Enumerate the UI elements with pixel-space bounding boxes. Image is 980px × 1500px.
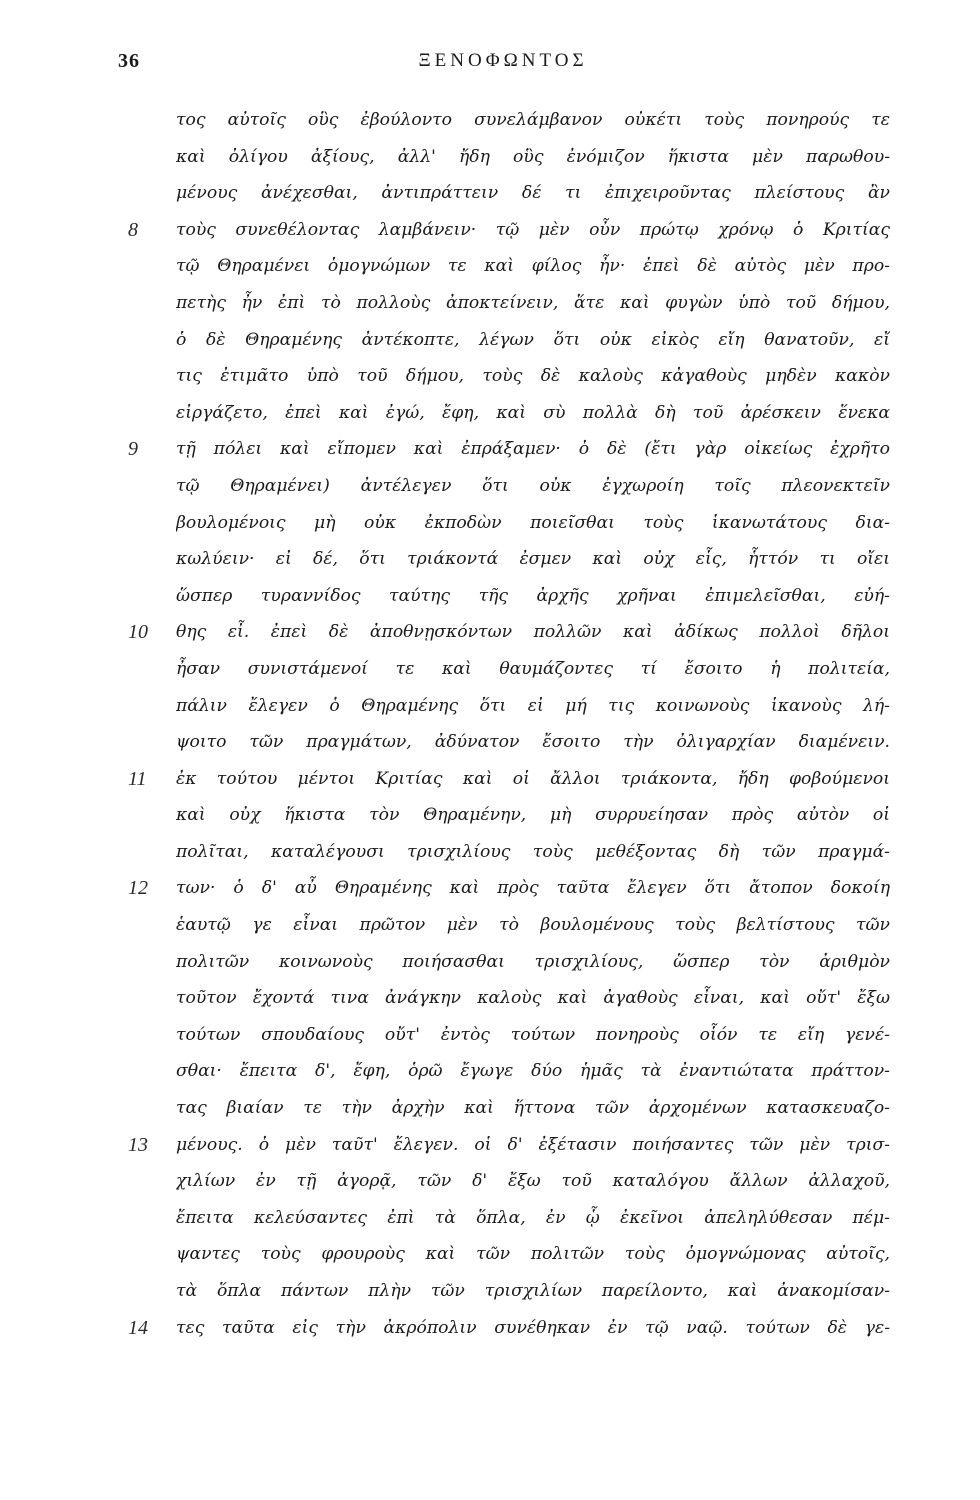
line-text: τες ταῦτα εἰς τὴν ἀκρόπολιν συνέθηκαν ἐν τῷ ναῷ. τούτων δὲ γε- bbox=[176, 1317, 890, 1338]
text-line bbox=[118, 1310, 898, 1347]
line-text: ἔπειτα κελεύσαντες ἐπὶ τὰ ὅπλα, ἐν ᾧ ἐκεῖνοι ἀπεληλύθεσαν πέμ- bbox=[176, 1207, 890, 1228]
text-line bbox=[118, 1090, 898, 1127]
line-text: πετὴς ἦν ἐπὶ τὸ πολλοὺς ἀποκτείνειν, ἅτε καὶ φυγὼν ὑπὸ τοῦ δήμου, bbox=[176, 292, 890, 313]
line-text: ὁ δὲ Θηραμένης ἀντέκοπτε, λέγων ὅτι οὐκ εἰκὸς εἴη θανατοῦν, εἴ bbox=[176, 329, 890, 350]
page-number: 36 bbox=[118, 50, 140, 72]
section-number: 10 bbox=[128, 621, 148, 644]
text-line bbox=[118, 1127, 898, 1164]
section-number: 13 bbox=[128, 1133, 148, 1156]
line-text: τις ἐτιμᾶτο ὑπὸ τοῦ δήμου, τοὺς δὲ καλοὺς κἀγαθοὺς μηδὲν κακὸν bbox=[176, 366, 890, 387]
text-line bbox=[118, 505, 898, 542]
line-text: μένους ἀνέχεσθαι, ἀντιπράττειν δέ τι ἐπιχειροῦντας πλείστους ἂν bbox=[176, 183, 890, 204]
text-line bbox=[118, 468, 898, 505]
text-line bbox=[118, 834, 898, 871]
line-text: ἐκ τούτου μέντοι Κριτίας καὶ οἱ ἄλλοι τριάκοντα, ἤδη φοβούμενοι bbox=[176, 768, 890, 789]
text-line bbox=[118, 541, 898, 578]
section-number: 12 bbox=[128, 877, 148, 900]
line-text: χιλίων ἐν τῇ ἀγορᾷ, τῶν δ' ἔξω τοῦ καταλόγου ἄλλων ἀλλαχοῦ, bbox=[176, 1171, 890, 1192]
text-line bbox=[118, 395, 898, 432]
text-line bbox=[118, 175, 898, 212]
section-number: 8 bbox=[128, 218, 138, 241]
text-line bbox=[118, 102, 898, 139]
text-line bbox=[118, 980, 898, 1017]
text-line bbox=[118, 1200, 898, 1237]
text-line bbox=[118, 724, 898, 761]
text-line bbox=[118, 614, 898, 651]
text-line bbox=[118, 431, 898, 468]
line-text: ὥσπερ τυραννίδος ταύτης τῆς ἀρχῆς χρῆναι ἐπιμελεῖσθαι, εὐή- bbox=[176, 585, 890, 606]
text-line bbox=[118, 1236, 898, 1273]
line-text: βουλομένοις μὴ οὐκ ἐκποδὼν ποιεῖσθαι τοὺς ἱκανωτάτους δια- bbox=[176, 512, 890, 533]
text-line bbox=[118, 761, 898, 798]
section-number: 9 bbox=[128, 438, 138, 461]
line-text: εἰργάζετο, ἐπεὶ καὶ ἐγώ, ἔφη, καὶ σὺ πολλὰ δὴ τοῦ ἀρέσκειν ἕνεκα bbox=[176, 402, 890, 423]
line-text: ψαντες τοὺς φρουροὺς καὶ τῶν πολιτῶν τοὺς ὁμογνώμονας αὐτοῖς, bbox=[176, 1244, 890, 1265]
text-line bbox=[118, 139, 898, 176]
text-line bbox=[118, 944, 898, 981]
line-text: τῷ Θηραμένει ὁμογνώμων τε καὶ φίλος ἦν· ἐπεὶ δὲ αὐτὸς μὲν προ- bbox=[176, 256, 890, 277]
text-line bbox=[118, 578, 898, 615]
section-number: 14 bbox=[128, 1316, 148, 1339]
text-line bbox=[118, 1053, 898, 1090]
line-text: κωλύειν· εἰ δέ, ὅτι τριάκοντά ἐσμεν καὶ οὐχ εἷς, ἧττόν τι οἴει bbox=[176, 549, 890, 570]
line-text: τὰ ὅπλα πάντων πλὴν τῶν τρισχιλίων παρείλοντο, καὶ ἀνακομίσαν- bbox=[176, 1281, 890, 1301]
line-text: σθαι· ἔπειτα δ', ἔφη, ὁρῶ ἔγωγε δύο ἡμᾶς τὰ ἐναντιώτατα πράττον- bbox=[176, 1061, 890, 1082]
line-text: πολιτῶν κοινωνοὺς ποιήσασθαι τρισχιλίους, ὥσπερ τὸν ἀριθμὸν bbox=[176, 951, 890, 972]
text-line bbox=[118, 870, 898, 907]
line-text: μένους. ὁ μὲν ταῦτ' ἔλεγεν. οἱ δ' ἐξέτασιν ποιήσαντες τῶν μὲν τρισ- bbox=[176, 1134, 890, 1155]
running-title: ΞΕΝΟΦΩΝΤΟΣ bbox=[418, 50, 588, 71]
text-line bbox=[118, 907, 898, 944]
line-text: ἑαυτῷ γε εἶναι πρῶτον μὲν τὸ βουλομένους τοὺς βελτίστους τῶν bbox=[176, 915, 890, 936]
line-text: πάλιν ἔλεγεν ὁ Θηραμένης ὅτι εἰ μή τις κοινωνοὺς ἱκανοὺς λή- bbox=[176, 695, 890, 716]
text-line bbox=[118, 651, 898, 688]
text-line bbox=[118, 1017, 898, 1054]
line-text: των· ὁ δ' αὖ Θηραμένης καὶ πρὸς ταῦτα ἔλεγεν ὅτι ἄτοπον δοκοίη bbox=[176, 878, 890, 899]
line-text: καὶ ὀλίγου ἀξίους, ἀλλ' ἤδη οὓς ἐνόμιζον ἥκιστα μὲν παρωθου- bbox=[176, 146, 890, 167]
text-line bbox=[118, 797, 898, 834]
line-text: καὶ οὐχ ἥκιστα τὸν Θηραμένην, μὴ συρρυείησαν πρὸς αὐτὸν οἱ bbox=[176, 805, 890, 826]
text-line bbox=[118, 358, 898, 395]
line-text: πολῖται, καταλέγουσι τρισχιλίους τοὺς μεθέξοντας δὴ τῶν πραγμά- bbox=[176, 841, 890, 862]
line-text: τούτων σπουδαίους οὔτ' ἐντὸς τούτων πονηροὺς οἷόν τε εἴη γενέ- bbox=[176, 1024, 890, 1045]
line-text: τοῦτον ἔχοντά τινα ἀνάγκην καλοὺς καὶ ἀγαθοὺς εἶναι, καὶ οὔτ' ἔξω bbox=[176, 988, 890, 1009]
section-number: 11 bbox=[128, 767, 147, 790]
text-line bbox=[118, 212, 898, 249]
text-line bbox=[118, 322, 898, 359]
line-text: ψοιτο τῶν πραγμάτων, ἀδύνατον ἔσοιτο τὴν ὀλιγαρχίαν διαμένειν. bbox=[176, 732, 890, 753]
line-text: τος αὐτοῖς οὓς ἐβούλοντο συνελάμβανον οὐκέτι τοὺς πονηρούς τε bbox=[176, 110, 890, 130]
text-line bbox=[118, 248, 898, 285]
text-line bbox=[118, 1273, 898, 1310]
line-text: τας βιαίαν τε τὴν ἀρχὴν καὶ ἥττονα τῶν ἀρχομένων κατασκευαζο- bbox=[176, 1098, 890, 1119]
line-text: τοὺς συνεθέλοντας λαμβάνειν· τῷ μὲν οὖν πρώτῳ χρόνῳ ὁ Κριτίας bbox=[176, 219, 890, 240]
page-header bbox=[118, 50, 888, 86]
text-line bbox=[118, 1163, 898, 1200]
main-text bbox=[118, 102, 898, 1346]
text-line bbox=[118, 688, 898, 725]
text-line bbox=[118, 285, 898, 322]
line-text: ἦσαν συνιστάμενοί τε καὶ θαυμάζοντες τί ἔσοιτο ἡ πολιτεία, bbox=[176, 658, 890, 679]
line-text: τῇ πόλει καὶ εἴπομεν καὶ ἐπράξαμεν· ὁ δὲ (ἔτι γὰρ οἰκείως ἐχρῆτο bbox=[176, 439, 890, 460]
line-text: τῷ Θηραμένει) ἀντέλεγεν ὅτι οὐκ ἐγχωροίη τοῖς πλεονεκτεῖν bbox=[176, 475, 890, 496]
line-text: θης εἶ. ἐπεὶ δὲ ἀποθνῃσκόντων πολλῶν καὶ ἀδίκως πολλοὶ δῆλοι bbox=[176, 622, 890, 643]
